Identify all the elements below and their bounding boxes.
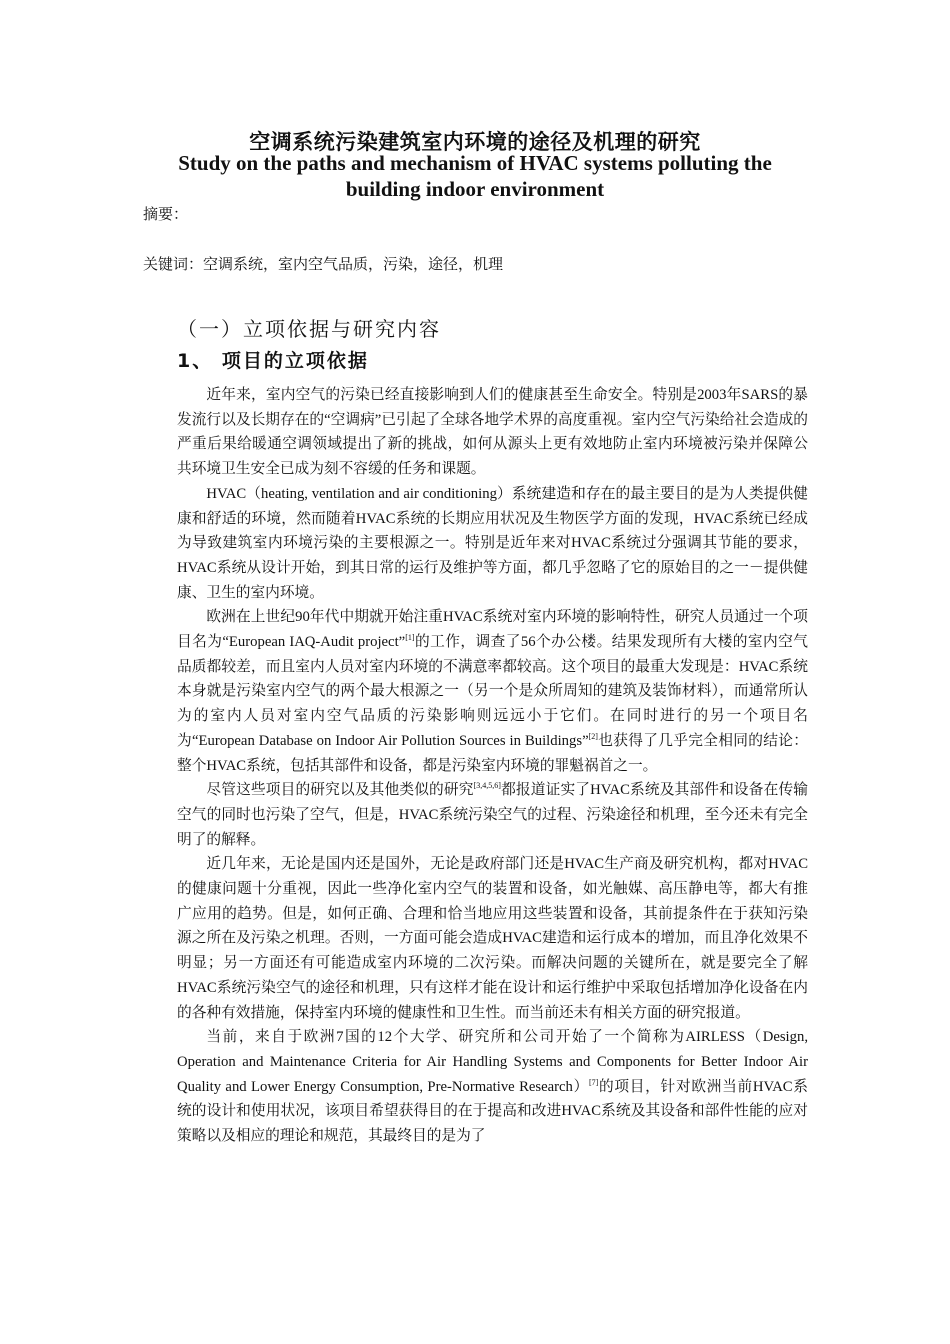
paragraph-3-text-c: 也获得了几乎完全相同的结论：整个HVAC系统，包括其部件和设备，都是污染室内环境的罪魁祸首之一。 [177,732,808,774]
paragraph-3-text-b: 的工作，调查了56个办公楼。结果发现所有大楼的室内空气品质都较差，而且室内人员对室内环境的不满意率都较高。这个项目的最重大发现是：HVAC系统本身就是污染室内空气的两个最大根源之一（另一个是众所周知的建筑及装饰材料），而通常所认为的室内人员对室内空气品质的污染影响则远远小于它们。在同时进行的另一个项目名为“European Database on Indoor Air Pollution Sources in Buildings” [177,634,808,749]
citation-ref-1: [1] [405,633,415,643]
paragraph-2: HVAC（heating, ventilation and air conditioning）系统建造和存在的最主要目的是为人类提供健康和舒适的环境，然而随着HVAC系统的长期应用状况及生物医学方面的发现，HVAC系统已经成为导致建筑室内环境污染的主要根源之一。特别是近年来对HVAC系统过分强调其节能的要求，HVAC系统从设计开始，到其日常的运行及维护等方面，都几乎忽略了它的原始目的之一－提供健康、卫生的室内环境。 [177,485,808,601]
paragraph-4 [177,778,808,852]
paragraph-3-text-a: 欧洲在上世纪90年代中期就开始注重HVAC系统对室内环境的影响特性，研究人员通过一个项目名为“European IAQ-Audit project” [177,609,808,651]
title-english: Study on the paths and mechanism of HVAC systems polluting the building indoor environment [178,151,772,201]
paragraph-4-text-a: 尽管这些项目的研究以及其他类似的研究 [206,782,474,799]
abstract-label: 摘要： [143,205,189,223]
citation-ref-7: [7] [588,1077,599,1087]
section-heading: （一）立项依据与研究内容 [177,317,441,341]
paragraph-6-text-b: 的项目，针对欧洲当前HVAC系统的设计和使用状况，该项目希望获得目的在于提高和改进HVAC系统及其设备和部件性能的应对策略以及相应的理论和规范，其最终目的是为了 [177,1078,808,1145]
paragraph-4-text-b: 都报道证实了HVAC系统及其部件和设备在传输空气的同时也污染了空气，但是，HVAC系统污染空气的过程、污染途径和机理，至今还未有完全明了的解释。 [177,782,808,848]
subsection-heading: 1、 项目的立项依据 [177,350,369,372]
paragraph-6 [177,1025,808,1149]
paragraph-1: 近年来，室内空气的污染已经直接影响到人们的健康甚至生命安全。特别是2003年SARS的暴发流行以及长期存在的“空调病”已引起了全球各地学术界的高度重视。室内空气污染给社会造成的严重后果给暖通空调领域提出了新的挑战，如何从源头上更有效地防止室内环境被污染并保障公共环境卫生安全已成为刻不容缓的任务和课题。 [177,387,808,478]
title-chinese: 空调系统污染建筑室内环境的途径及机理的研究 [249,130,701,154]
paragraph-5: 近几年来，无论是国内还是国外，无论是政府部门还是HVAC生产商及研究机构，都对HVAC的健康问题十分重视，因此一些净化室内空气的装置和设备，如光触媒、高压静电等，都大有推广应用的趋势。但是，如何正确、合理和恰当地应用这些装置和设备，其前提条件在于获知污染源之所在及污染之机理。否则，一方面可能会造成HVAC建造和运行成本的增加，而且净化效果不明显；另一方面还有可能造成室内环境的二次污染。而解决问题的关键所在，就是要完全了解HVAC系统污染空气的途径和机理，只有这样才能在设计和运行维护中采取包括增加净化设备在内的各种有效措施，保持室内环境的健康性和卫生性。而当前还未有相关方面的研究报道。 [177,856,808,1021]
citation-ref-3-6: [3,4,5,6] [473,781,501,791]
body-text [177,383,808,1149]
citation-ref-2: [2] [588,731,598,741]
keywords-line: 关键词：空调系统，室内空气品质，污染，途径，机理 [143,255,504,273]
paragraph-6-text-a: 当前，来自于欧洲7国的12个大学、研究所和公司开始了一个简称为AIRLESS（Design, Operation and Maintenance Criteria for Air Handling Systems and Components for Better Indoor Air Quality and Lower Energy Consumption, Pre-Normative Research） [177,1029,808,1095]
paragraph-3 [177,605,808,778]
